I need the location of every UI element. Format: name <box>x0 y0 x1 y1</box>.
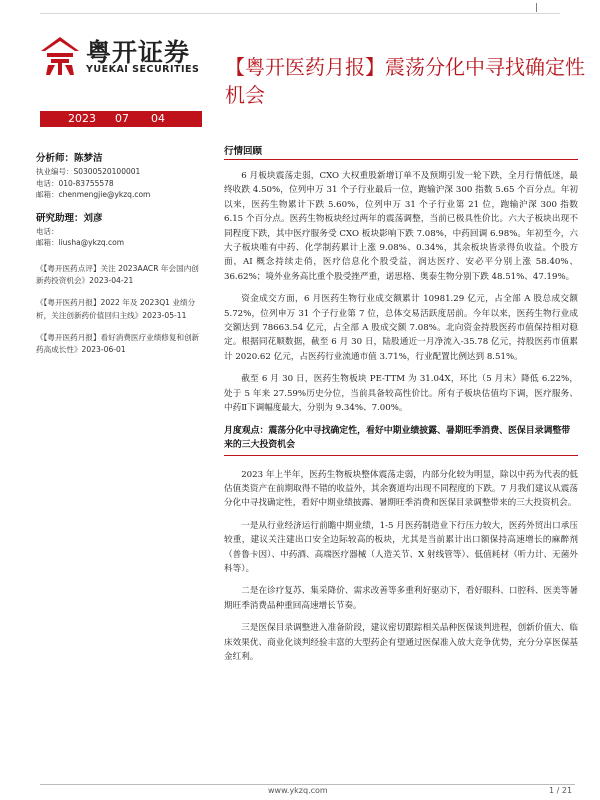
assistant-phone: 电话： <box>36 226 59 236</box>
related-reports <box>36 263 206 358</box>
market-review-heading: 行情回顾 <box>224 143 578 160</box>
analyst-label: 分析师：陈梦洁 <box>36 153 103 164</box>
assistant-label: 研究助理：刘彦 <box>36 212 103 224</box>
logo-text-en: YUEKAI SECURITIES <box>86 64 200 75</box>
market-review-paragraph: 资金成交方面，6 月医药生物行业成交额累计 10981.29 亿元，占全部 A 股总成交额 5.72%，位列申万 31 个子行业第 7 位，总体交易活跃度居前。今年以来，医药生物行业成交额达到 78663.54 亿元，占全部 A 股成交额 7.08%。北向资金持股医药市值保持相对稳定。根据同花顺数据，截至 6 月 30 日，陆股通近一月净流入-35.78 亿元，持股医药市值累计 2020.62 亿元，占医药行业流通市值 3.71%，行业配置比例达到 8.51%。 <box>224 294 578 362</box>
market-review-paragraph: 截至 6 月 30 日，医药生物板块 PE-TTM 为 31.04X，环比（5 月末）降低 6.22%，处于 5 年来 27.59%历史分位，当前具备较高性价比。所有子板块估值均下调，医疗服务、中药Ⅱ下调幅度最大，分别为 9.34%、7.00%。 <box>224 374 578 414</box>
main-content <box>224 143 578 672</box>
monthly-view-prefix: 月度观点： <box>224 425 269 436</box>
date-year: 2023 <box>68 112 96 125</box>
monthly-view-paragraph: 三是医保目录调整进入准备阶段，建议密切跟踪相关品种医保谈判进程，创新价值大、临床效果优、商业化谈判经验丰富的大型药企有望通过医保准入放大竞争优势，充分分享医保基金红利。 <box>224 623 578 662</box>
monthly-view-paragraph: 2023 年上半年，医药生物板块整体震荡走弱，内部分化较为明显，除以中药为代表的低估值类资产在前期取得不错的收益外，其余赛道均出现不同程度的下跌。7 月我们建议从震荡分化中寻找确定性，看好中期业绩披露、暑期旺季消费和医保目录调整带来的三大投资机会。 <box>224 469 578 509</box>
footer-url[interactable]: www.ykzq.com <box>268 786 328 795</box>
market-review-paragraph: 6 月板块震荡走弱，CXO 大权重股新增订单不及预期引发一轮下跌，全月行情低迷，最终收跌 4.50%，位列申万 31 个子行业最后一位，跑输沪深 300 指数 5.65 个百分点。年初以来，医药生物累计下跌 5.60%，位列申万 31 个子行业第 21 位，跑输沪深 300 指数 6.15 个百分点。医药生物板块经过两年的震荡调整，当前已极具性价比。六大子板块出现不同程度下跌，其中医疗服务受 CXO 板块影响下跌 7.08%，中药回调 6.98%。年初至今，六大子板块唯有中药、化学制药累计上涨 9.08%、0.34%，其余板块皆录得负收益。个股方面，AI 概念持续走俏，医疗信息化个股受益，润达医疗、安必平分别上涨 58.40%、36.62%；境外业务高比重个股受挫严重，诺思格、奥泰生物分别下跌 48.51%、47.19%。 <box>224 171 578 282</box>
analyst-cert: 执业编号：S0300520100001 <box>36 167 141 176</box>
analyst-phone: 电话：010-83755578 <box>36 178 114 188</box>
company-logo <box>38 33 238 79</box>
logo-mark-icon <box>38 34 82 78</box>
related-report-item[interactable]: 《【粤开医药月报】2022 年及 2023Q1 业绩分析，关注创新药价值回归主线》2023-05-11 <box>36 298 196 320</box>
monthly-view-title: 震荡分化中寻找确定性，看好中期业绩披露、暑期旺季消费、医保目录调整带来的三大投资机会 <box>224 425 571 450</box>
report-title: 【粤开医药月报】震荡分化中寻找确定性机会 <box>225 55 585 107</box>
header-rule <box>40 13 560 14</box>
assistant-email: 邮箱：liusha@ykzq.com <box>36 238 125 247</box>
page-number: 1 / 21 <box>549 786 573 795</box>
date-day: 04 <box>151 112 165 125</box>
related-report-item[interactable]: 《【粤开医药点评】关注 2023AACR 年会国内创新药投资机会》2023-04-21 <box>36 263 199 286</box>
footer-rule <box>40 784 575 785</box>
header-mark: | <box>535 3 539 13</box>
monthly-view-paragraph: 一是从行业经济运行前瞻中期业绩，1-5 月医药制造业下行压力较大，医药外贸出口承压较重，建议关注建出口安全边际较高的板块，尤其是当前累计出口额保持高速增长的麻醉剂（普鲁卡因）、中药酒、高端医疗器械（人造关节、X 射线管等）、低值耗材（听力计、无菌外科等）。 <box>224 520 578 574</box>
sidebar <box>36 152 206 366</box>
monthly-view-heading <box>224 424 578 456</box>
related-report-item[interactable]: 《【粤开医药月报】看好消费医疗业绩修复和创新药高成长性》2023-06-01 <box>36 332 200 355</box>
analyst-email: 邮箱：chenmengjie@ykzq.com <box>36 190 151 199</box>
date-month: 07 <box>115 112 129 125</box>
date-bar <box>40 111 202 127</box>
logo-text: 粤开证券 <box>86 38 191 67</box>
monthly-view-paragraph: 二是在诊疗复苏、集采降价、需求改善等多重利好驱动下，看好眼科、口腔科、医美等暑期旺季消费品种重回高速增长节奏。 <box>224 586 578 611</box>
